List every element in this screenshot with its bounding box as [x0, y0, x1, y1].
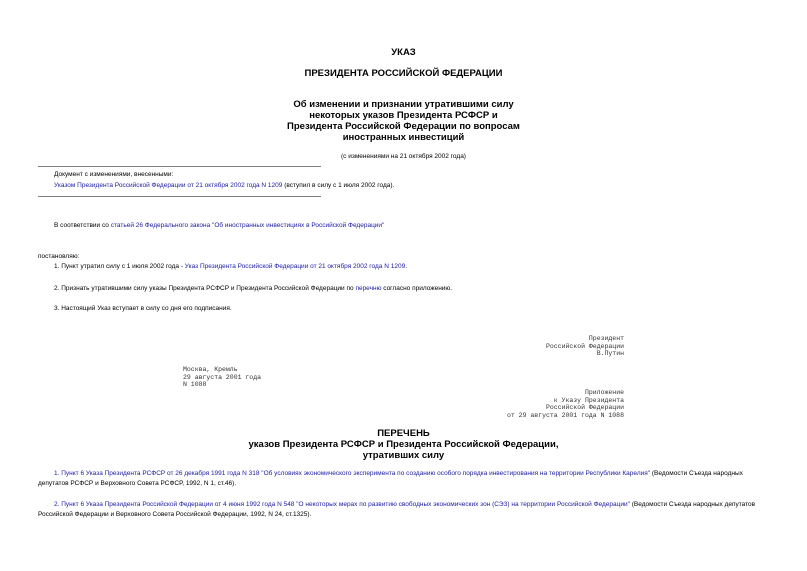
item-1-tail: . — [405, 263, 407, 270]
list-subtitle-line: указов Президента РСФСР и Президента Российской Федерации, — [248, 439, 559, 450]
list-entry-2-tail: (Ведомости Съезда народных депутатов Российской Федерации и Верховного Совета Российской Федерации, 1992, N 24, ст.1325). — [38, 501, 756, 518]
title-line: Президента Российской Федерации по вопросам — [287, 121, 520, 132]
appendix-line: Российской Федерации — [545, 404, 624, 412]
item-1-prefix: 1. Пункт утратил силу с 1 июля 2002 года - — [54, 263, 185, 270]
item-2-tail: согласно приложению. — [381, 285, 453, 292]
place-date-line: 29 августа 2001 года — [183, 373, 262, 381]
document-title — [0, 99, 807, 143]
list-entry-1-tail: (Ведомости Съезда народных депутатов РСФСР и Верховного Совета РСФСР, 1992, N 1, ст.46). — [38, 470, 743, 487]
resolve-word: постановляю: — [38, 253, 80, 260]
preamble-prefix: В соответствии со — [54, 222, 111, 229]
decree-heading: УКАЗ — [391, 47, 416, 58]
appendix-line: Приложение — [584, 389, 624, 396]
changes-line — [54, 181, 394, 190]
title-line: иностранных инвестиций — [342, 132, 465, 143]
list-entry-1 — [38, 469, 773, 488]
signature-block — [546, 335, 624, 358]
list-subtitle-line: утративших силу — [362, 450, 445, 461]
item-1 — [54, 262, 407, 271]
list-subtitle — [0, 439, 807, 461]
changes-top-rule — [38, 166, 321, 167]
item-1-decree-link[interactable]: Указ Президента Российской Федерации от 21 октября 2002 года N 1209 — [184, 263, 406, 270]
issuer-heading: ПРЕЗИДЕНТА РОССИЙСКОЙ ФЕДЕРАЦИИ — [304, 68, 503, 79]
title-line: некоторых указов Президента РСФСР и — [309, 110, 498, 121]
appendix-note — [507, 389, 624, 419]
signature-line: Президент — [588, 335, 624, 342]
changes-label: Документ с изменениями, внесенными: — [54, 171, 174, 178]
place-date-line: N 1088 — [183, 381, 207, 389]
preamble — [54, 221, 384, 230]
item-2-prefix: 2. Признать утратившими силу указы Президента РСФСР и Президента Российской Федерации по — [54, 285, 356, 292]
list-title: ПЕРЕЧЕНЬ — [377, 428, 430, 439]
signature-line: Российской Федерации — [545, 342, 624, 350]
list-entry-1-link[interactable]: 1. Пункт 6 Указа Президента РСФСР от 26 декабря 1991 года N 318 "Об условиях экономического эксперимента по созданию особого порядка инвестирования на территории Республики Карелия" — [54, 470, 651, 477]
appendix-line: к Указу Президента — [553, 396, 624, 404]
amending-decree-link[interactable]: Указом Президента Российской Федерации от 21 октября 2002 года N 1209 — [54, 182, 283, 189]
signature-line: В.Путин — [596, 350, 624, 358]
title-line: Об изменении и признании утратившими силу — [293, 99, 514, 110]
changes-bottom-rule — [38, 196, 321, 197]
place-date-line: Москва, Кремль — [183, 366, 238, 373]
item-2 — [54, 284, 452, 293]
amendments-note: (с изменениями на 21 октября 2002 года) — [341, 153, 466, 160]
changes-tail: (вступил в силу с 1 июля 2002 года). — [282, 182, 395, 189]
list-entry-2 — [38, 500, 773, 519]
item-3: 3. Настоящий Указ вступает в силу со дня его подписания. — [54, 305, 232, 312]
place-date-block — [183, 366, 261, 389]
appendix-line: от 29 августа 2001 года N 1088 — [506, 411, 624, 419]
list-link[interactable]: перечню — [355, 285, 382, 292]
list-entry-2-link[interactable]: 2. Пункт 6 Указа Президента Российской Федерации от 4 июня 1992 года N 548 "О некоторых мерах по развитию свободных экономических зон (СЭЗ) на территории Российской Федерации" — [54, 501, 630, 508]
federal-law-link[interactable]: статьей 26 Федерального закона "Об иностранных инвестициях в Российской Федерации" — [110, 222, 385, 229]
